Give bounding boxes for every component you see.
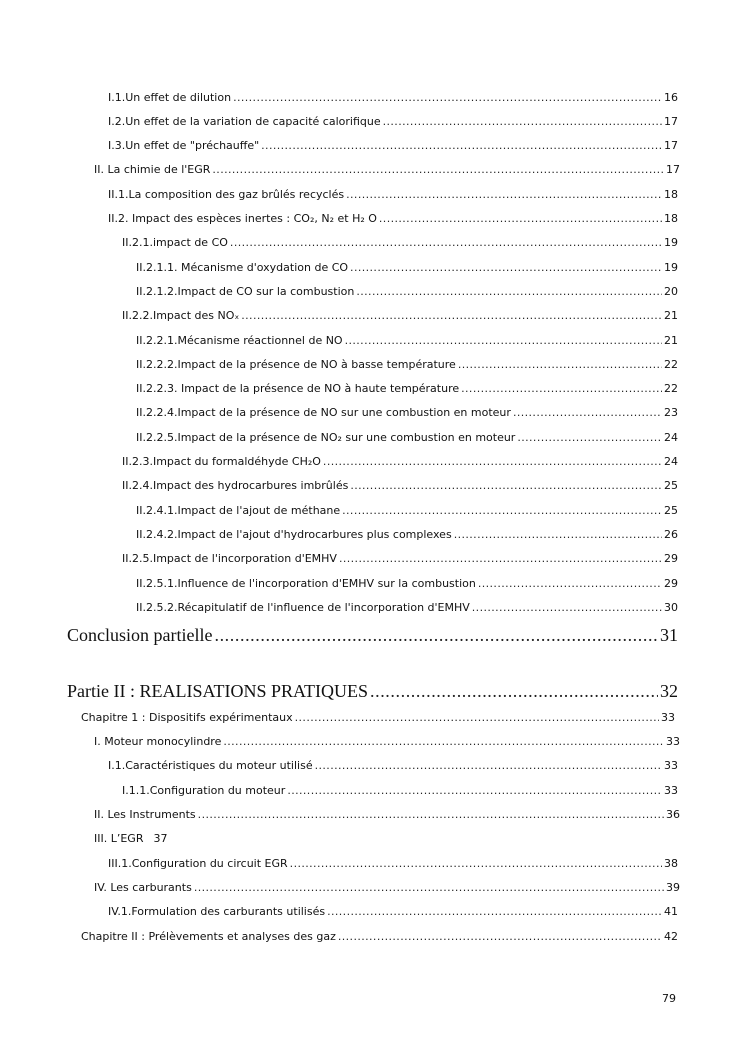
toc-entry-page: 16 [664,91,678,104]
toc-entry-label: II. La chimie de l'EGR [94,163,211,176]
toc-entry-page: 33 [661,711,675,724]
toc-entry-label: II.2.5.1.Influence de l'incorporation d'EMHV sur la combustion [136,577,476,590]
toc-entry[interactable] [136,601,678,615]
toc-entry-label: I.1.1.Configuration du moteur [122,784,286,797]
toc-entry-page: 24 [664,455,678,468]
dot-leader [350,479,662,493]
toc-entry[interactable] [136,334,678,348]
toc-entry-page: 19 [664,236,678,249]
toc-entry-page: 25 [664,479,678,492]
toc-entry-label: II.2.4.Impact des hydrocarbures imbrûlés [122,479,349,492]
dot-leader [233,91,662,105]
toc-entry-label: II.2.5.Impact de l'incorporation d'EMHV [122,552,337,565]
toc-entry-label: II. Les Instruments [94,808,196,821]
toc-section-entry[interactable] [67,624,678,646]
toc-entry-label: II.2.2.2.Impact de la présence de NO à basse température [136,358,456,371]
toc-entry-label: II.2.2.3. Impact de la présence de NO à haute température [136,382,460,395]
toc-entry[interactable] [122,784,678,798]
toc-entry-label: IV. Les carburants [94,881,192,894]
toc-entry[interactable] [108,857,678,871]
toc-entry-page: 19 [664,261,678,274]
toc-entry[interactable] [108,212,678,226]
toc-entry-page: 33 [664,759,678,772]
toc-entry-page: 21 [664,334,678,347]
toc-entry-label: III.1.Configuration du circuit EGR [108,857,288,870]
dot-leader [345,334,662,348]
dot-leader [295,711,659,725]
toc-entry-label: I.2.Un effet de la variation de capacité calorifique [108,115,381,128]
toc-entry[interactable] [136,504,678,518]
toc-entry-page: 22 [664,358,678,371]
toc-entry[interactable] [108,759,678,773]
toc-entry-label: II.2.4.2.Impact de l'ajout d'hydrocarbures plus complexes [136,528,452,541]
toc-entry-page: 29 [664,577,678,590]
toc-entry-label: II.2.5.2.Récapitulatif de l'influence de l'incorporation d'EMHV [136,601,470,614]
toc-entry-label: II.2.3.Impact du formaldéhyde CH₂O [122,455,321,468]
toc-entry[interactable] [108,905,678,919]
toc-entry[interactable] [108,188,678,202]
dot-leader [339,552,662,566]
toc-entry[interactable] [122,479,678,493]
toc-entry[interactable] [81,711,675,725]
toc-entry-label: I.1.Un effet de dilution [108,91,232,104]
toc-entry-label: Conclusion partielle [67,625,213,645]
toc-entry[interactable] [108,91,678,105]
toc-entry[interactable] [136,406,678,420]
dot-leader [478,577,662,591]
dot-leader [370,680,658,702]
toc-entry[interactable] [122,552,678,566]
toc-entry-label: I. Moteur monocylindre [94,735,222,748]
toc-entry[interactable] [136,528,678,542]
toc-entry-page: 30 [664,601,678,614]
toc-entry-page: 21 [664,309,678,322]
toc-entry-label: Chapitre 1 : Dispositifs expérimentaux [81,711,293,724]
dot-leader [342,504,662,518]
dot-leader [290,857,662,871]
toc-entry-page: 18 [664,188,678,201]
dot-leader [356,285,662,299]
toc-entry[interactable] [108,115,678,129]
toc-entry[interactable] [136,382,678,396]
dot-leader [350,261,662,275]
toc-entry[interactable] [94,881,680,895]
toc-entry-page: 22 [664,382,678,395]
toc-entry-page: 23 [664,406,678,419]
dot-leader [517,431,662,445]
toc-entry-page: 42 [664,930,678,943]
toc-entry[interactable] [122,309,678,323]
toc-entry[interactable] [94,808,680,822]
toc-entry-page: 29 [664,552,678,565]
toc-entry-page: 18 [664,212,678,225]
dot-leader [327,905,662,919]
toc-entry-page: 31 [660,625,678,645]
dot-leader [315,759,662,773]
toc-entry-page: 37 [153,832,168,845]
dot-leader [261,139,662,153]
page-number: 79 [662,992,676,1005]
toc-entry[interactable] [122,236,678,250]
toc-entry-page: 32 [660,681,678,701]
toc-part-entry[interactable] [67,680,678,702]
toc-entry-label: Chapitre II : Prélèvements et analyses des gaz [81,930,336,943]
toc-entry-page: 25 [664,504,678,517]
dot-leader [458,358,662,372]
toc-entry-label: II.2.2.4.Impact de la présence de NO sur une combustion en moteur [136,406,511,419]
dot-leader [198,808,664,822]
dot-leader [230,236,662,250]
toc-entry[interactable] [136,261,678,275]
dot-leader [346,188,662,202]
toc-entry-label: III. L’EGR [94,832,144,845]
dot-leader [454,528,662,542]
toc-entry-page: 39 [666,881,680,894]
toc-entry-label: II.2.4.1.Impact de l'ajout de méthane [136,504,341,517]
toc-entry-page: 41 [664,905,678,918]
dot-leader [214,624,658,646]
dot-leader [379,212,662,226]
dot-leader [241,309,662,323]
toc-entry[interactable] [81,930,678,944]
toc-entry-label: II.1.La composition des gaz brûlés recyclés [108,188,345,201]
dot-leader [287,784,662,798]
toc-entry[interactable] [108,139,678,153]
toc-entry[interactable] [136,285,678,299]
toc-entry-label: II.2. Impact des espèces inertes : CO₂, N₂ et H₂ O [108,212,377,225]
toc-entry[interactable] [94,163,680,177]
dot-leader [223,735,664,749]
toc-entry-label: IV.1.Formulation des carburants utilisés [108,905,326,918]
toc-entry-label: I.3.Un effet de "préchauffe" [108,139,260,152]
toc-entry-label: I.1.Caractéristiques du moteur utilisé [108,759,313,772]
toc-entry-label: II.2.2.1.Mécanisme réactionnel de NO [136,334,343,347]
dot-leader [472,601,662,615]
dot-leader [194,881,664,895]
dot-leader [323,455,662,469]
dot-leader [338,930,662,944]
toc-entry-page: 38 [664,857,678,870]
toc-entry-label: Partie II : REALISATIONS PRATIQUES [67,681,368,701]
toc-entry-page: 17 [664,139,678,152]
toc-entry-label: II.2.1.impact de CO [122,236,228,249]
dot-leader [461,382,662,396]
toc-entry-page: 17 [664,115,678,128]
toc-entry-label: II.2.1.1. Mécanisme d'oxydation de CO [136,261,349,274]
toc-entry[interactable] [94,832,167,846]
toc-entry-label: II.2.2.5.Impact de la présence de NO₂ sur une combustion en moteur [136,431,516,444]
toc-entry-page: 36 [666,808,680,821]
toc-entry-label: II.2.2.Impact des NOₓ [122,309,240,322]
toc-entry[interactable] [122,455,678,469]
toc-entry-page: 17 [666,163,680,176]
toc-entry-page: 20 [664,285,678,298]
dot-leader [212,163,664,177]
toc-entry-label: II.2.1.2.Impact de CO sur la combustion [136,285,355,298]
toc-entry-page: 33 [664,784,678,797]
toc-entry-page: 24 [664,431,678,444]
toc-entry-page: 26 [664,528,678,541]
toc-entry-page: 33 [666,735,680,748]
dot-leader [513,406,662,420]
toc-entry[interactable] [136,431,678,445]
dot-leader [383,115,662,129]
toc-entry[interactable] [136,577,678,591]
toc-entry[interactable] [94,735,680,749]
toc-entry[interactable] [136,358,678,372]
